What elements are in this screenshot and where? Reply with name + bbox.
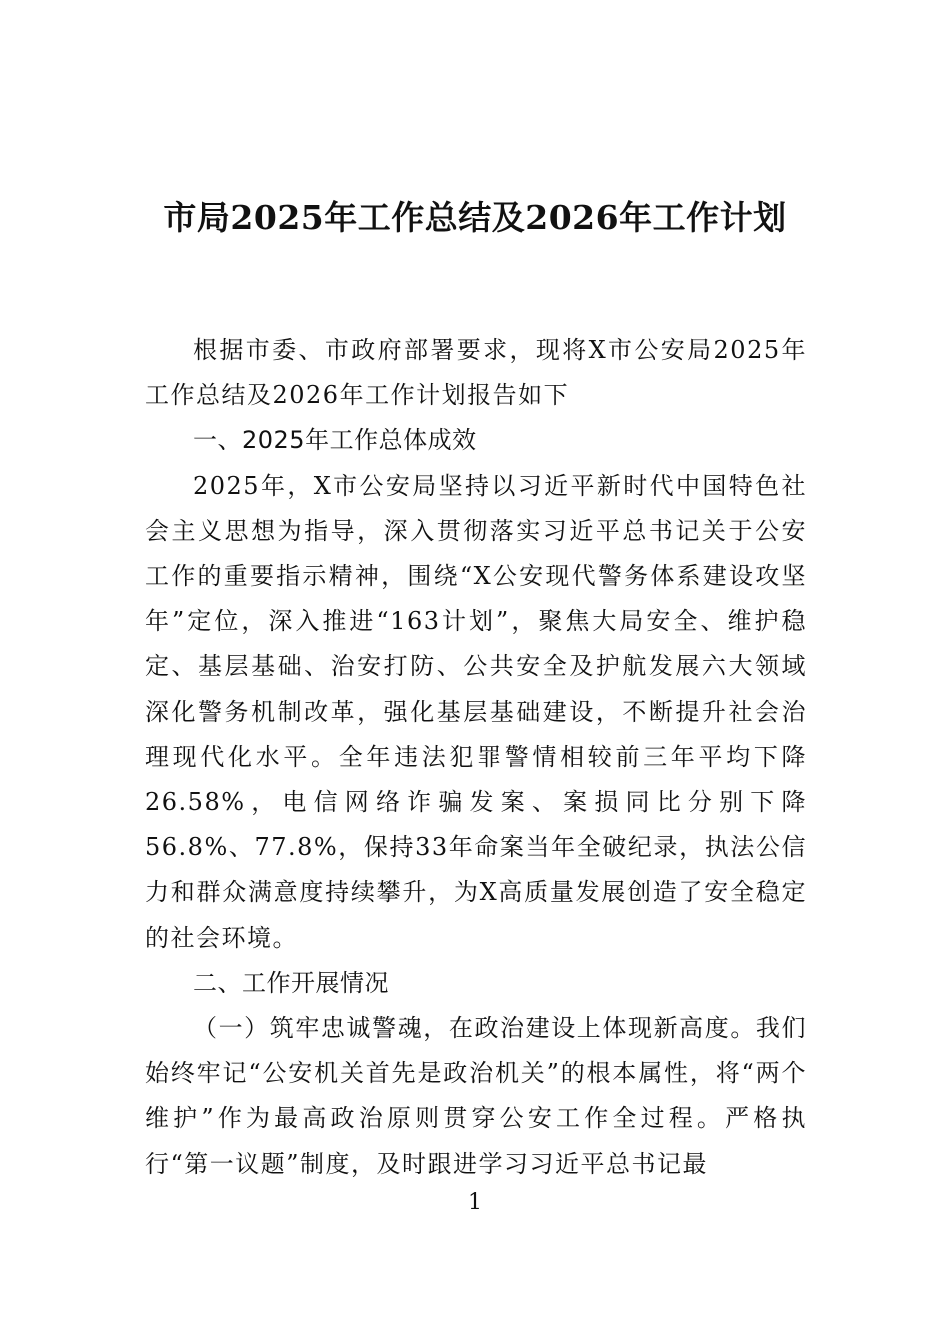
page-number: 1	[468, 1190, 482, 1215]
section-1-heading: 一、2025年工作总体成效	[193, 426, 477, 455]
document-title: 市局2025年工作总结及2026年工作计划	[163, 198, 787, 237]
document-body	[145, 328, 807, 1187]
section-2-paragraph: （一）筑牢忠诚警魂，在政治建设上体现新高度。我们始终牢记“公安机关首先是政治机关”的根本属性，将“两个维护”作为最高政治原则贯穿公安工作全过程。严格执行“第一议题”制度，及时跟进学习习近平总书记最	[145, 1014, 807, 1178]
intro-paragraph: 根据市委、市政府部署要求，现将X市公安局2025年工作总结及2026年工作计划报告如下	[145, 336, 807, 410]
section-1-paragraph: 2025年，X市公安局坚持以习近平新时代中国特色社会主义思想为指导，深入贯彻落实习近平总书记关于公安工作的重要指示精神，围绕“X公安现代警务体系建设攻坚年”定位，深入推进“163计划”，聚焦大局安全、维护稳定、基层基础、治安打防、公共安全及护航发展六大领域深化警务机制改革，强化基层基础建设，不断提升社会治理现代化水平。全年违法犯罪警情相较前三年平均下降26.58%，电信网络诈骗发案、案损同比分别下降56.8%、77.8%，保持33年命案当年全破纪录，执法公信力和群众满意度持续攀升，为X高质量发展创造了安全稳定的社会环境。	[145, 471, 807, 952]
section-2-heading: 二、工作开展情况	[193, 968, 389, 997]
